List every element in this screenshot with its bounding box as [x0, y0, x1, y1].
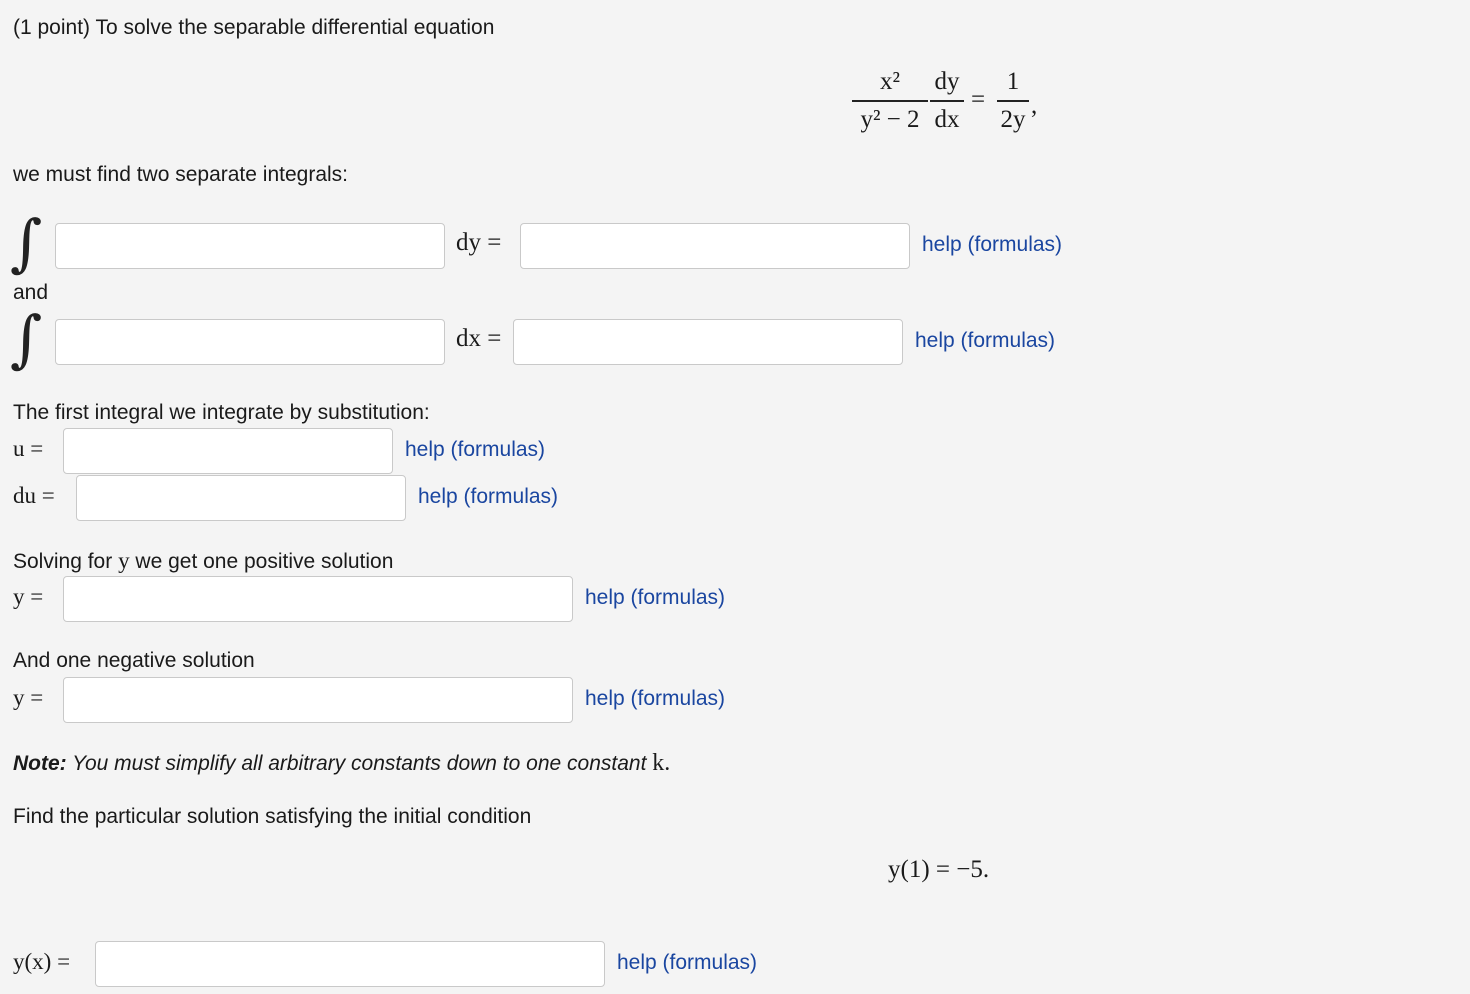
dy-equals-label: dy = [456, 229, 502, 256]
substitution-intro: The first integral we integrate by substitution: [13, 401, 430, 424]
help-formulas-link[interactable]: help (formulas) [617, 951, 758, 974]
integral-x-result-input[interactable] [513, 319, 903, 365]
yx-equals-label: y(x) = [13, 949, 71, 974]
help-formulas-link[interactable]: help (formulas) [418, 485, 559, 508]
fraction-numerator: 1 [1006, 68, 1020, 95]
fraction-dy-dx [930, 64, 964, 136]
integrand-y-input[interactable] [55, 223, 445, 269]
negative-solution-intro: And one negative solution [13, 649, 255, 672]
note-text: You must simplify all arbitrary constants down to one constant [66, 752, 653, 775]
problem-intro: (1 point) To solve the separable differential equation [13, 16, 495, 39]
and-label: and [13, 281, 49, 304]
help-formulas-link[interactable]: help (formulas) [922, 233, 1063, 256]
y-variable: y [118, 548, 130, 573]
equation-comma: , [1031, 92, 1038, 119]
y-equals-label: y = [13, 685, 44, 710]
du-input[interactable] [76, 475, 406, 521]
u-equals-label: u = [13, 436, 44, 461]
positive-solution-input[interactable] [63, 576, 573, 622]
integral-y-result-input[interactable] [520, 223, 910, 269]
integrand-x-input[interactable] [55, 319, 445, 365]
help-formulas-link[interactable]: help (formulas) [405, 438, 546, 461]
integral-sign-icon: ∫ [10, 302, 43, 375]
negative-solution-input[interactable] [63, 677, 573, 723]
help-formulas-link[interactable]: help (formulas) [585, 586, 726, 609]
constant-k: k [652, 750, 665, 776]
fraction-numerator: dy [934, 68, 960, 95]
du-equals-label: du = [13, 483, 55, 508]
equation-equals: = [971, 86, 986, 113]
note-period: . [664, 750, 671, 776]
initial-condition: y(1) = −5. [888, 856, 990, 883]
u-input[interactable] [63, 428, 393, 474]
help-formulas-link[interactable]: help (formulas) [585, 687, 726, 710]
fraction-x2-over-y2-minus-2 [852, 64, 928, 136]
fraction-numerator: x² [880, 68, 900, 95]
positive-intro-rest: we get one positive solution [135, 550, 394, 573]
note [13, 750, 670, 777]
note-label: Note: [13, 752, 67, 775]
particular-intro: Find the particular solution satisfying the initial condition [13, 805, 532, 828]
integrals-intro: we must find two separate integrals: [13, 163, 348, 186]
help-formulas-link[interactable]: help (formulas) [915, 329, 1056, 352]
particular-solution-input[interactable] [95, 941, 605, 987]
integral-sign-icon: ∫ [10, 206, 43, 279]
dx-equals-label: dx = [456, 325, 502, 352]
positive-solution-intro [13, 548, 393, 574]
fraction-denominator: dx [934, 106, 960, 133]
fraction-denominator: 2y [1000, 106, 1026, 133]
fraction-1-over-2y [997, 64, 1029, 136]
y-equals-label: y = [13, 584, 44, 609]
positive-intro-text: Solving for [13, 550, 113, 573]
fraction-denominator: y² − 2 [860, 106, 920, 133]
